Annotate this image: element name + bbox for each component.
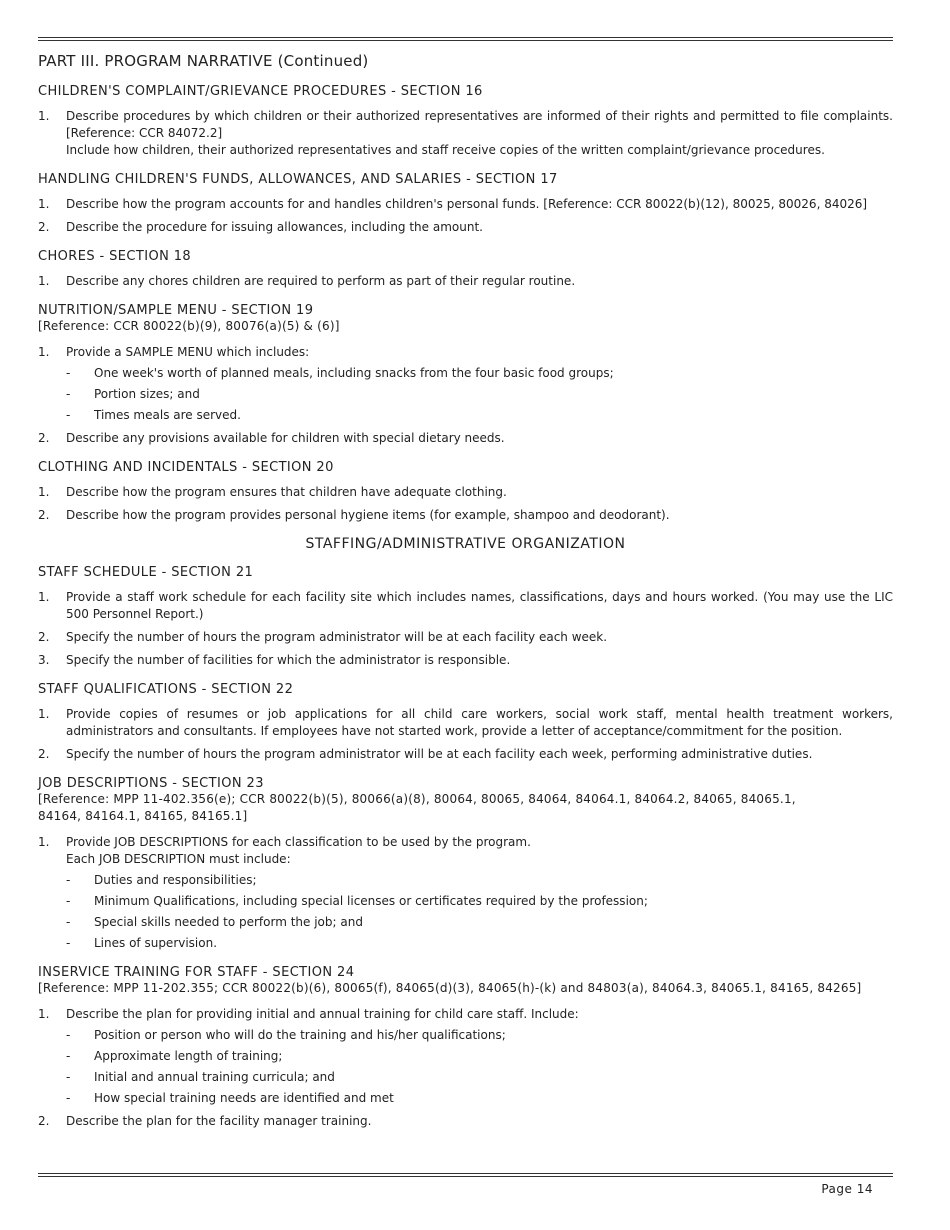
top-double-rule: [38, 37, 893, 41]
list-item: 2. Describe the plan for the facility manager training.: [38, 1114, 372, 1128]
document-page: [38, 0, 893, 1136]
section-19-reference: [Reference: CCR 80022(b)(9), 80076(a)(5) & (6)]: [38, 319, 340, 333]
staffing-heading: STAFFING/ADMINISTRATIVE ORGANIZATION: [305, 536, 626, 552]
section-20-list: [38, 484, 893, 524]
list-item: 2. Describe any provisions available for children with special dietary needs.: [38, 431, 505, 445]
sub-list: [66, 365, 893, 424]
list-item: 1. Provide a staff work schedule for each facility site which includes names, classifications, days and hours worked. (You may use the LIC 500 Personnel Report.): [38, 590, 893, 621]
page-number: Page 14: [821, 1182, 873, 1196]
page-footer: [38, 1173, 893, 1196]
sub-item: - Approximate length of training;: [66, 1049, 283, 1063]
list-item: 2. Describe how the program provides personal hygiene items (for example, shampoo and deodorant).: [38, 508, 670, 522]
list-item: 3. Specify the number of facilities for which the administrator is responsible.: [38, 653, 511, 667]
sub-item: - Lines of supervision.: [66, 936, 218, 950]
sub-item: - One week's worth of planned meals, including snacks from the four basic food groups;: [66, 366, 614, 380]
sub-item: - How special training needs are identified and met: [66, 1091, 394, 1105]
list-item: 1. Describe the plan for providing initial and annual training for child care staff. Include: - Position or person who will do the training and his/her qualifications; - Approximate length of training; - Initial and annual training curricula; and - How special training needs are identified and met: [38, 1006, 893, 1107]
section-16-list: [38, 108, 893, 159]
section-16-title: CHILDREN'S COMPLAINT/GRIEVANCE PROCEDURES - SECTION 16: [38, 84, 483, 99]
section-23-list: [38, 834, 893, 952]
sub-list: [66, 1027, 893, 1107]
list-item: 1. Provide copies of resumes or job applications for all child care workers, social work staff, mental health treatment workers, administrators and consultants. If employees have not started work, provide a letter of acceptance/commitment for the position.: [38, 707, 893, 738]
part-title: PART III. PROGRAM NARRATIVE (Continued): [38, 52, 369, 70]
section-19-list: [38, 344, 893, 447]
sub-item: - Duties and responsibilities;: [66, 873, 257, 887]
section-19-title: NUTRITION/SAMPLE MENU - SECTION 19: [38, 303, 314, 318]
section-20-title: CLOTHING AND INCIDENTALS - SECTION 20: [38, 460, 334, 475]
bottom-double-rule: [38, 1173, 893, 1177]
section-24-list: [38, 1006, 893, 1130]
section-22-list: [38, 706, 893, 763]
list-item: 2. Specify the number of hours the program administrator will be at each facility each week.: [38, 630, 608, 644]
sub-list: [66, 872, 893, 952]
sub-item: - Minimum Qualifications, including special licenses or certificates required by the profession;: [66, 894, 648, 908]
section-21-title: STAFF SCHEDULE - SECTION 21: [38, 565, 254, 580]
sub-item: - Times meals are served.: [66, 408, 241, 422]
section-23-reference: [Reference: MPP 11-402.356(e); CCR 80022(b)(5), 80066(a)(8), 80064, 80065, 84064, 84064.1, 84064.2, 84065, 84065.1, 84164, 84164.1, 84165, 84165.1]: [38, 792, 796, 823]
list-item: 2. Specify the number of hours the program administrator will be at each facility each week, performing administrative duties.: [38, 747, 813, 761]
list-item: 1. Describe procedures by which children or their authorized representatives are informed of their rights and permitted to file complaints. [Reference: CCR 84072.2] Include how children, their authorized representatives and staff receive copies of the written complaint/grievance procedures.: [38, 109, 893, 157]
section-21-list: [38, 589, 893, 669]
list-item: 2. Describe the procedure for issuing allowances, including the amount.: [38, 220, 483, 234]
section-18-title: CHORES - SECTION 18: [38, 249, 192, 264]
section-24-reference: [Reference: MPP 11-202.355; CCR 80022(b)(6), 80065(f), 84065(d)(3), 84065(h)-(k) and 84803(a), 84064.3, 84065.1, 84165, 84265]: [38, 981, 862, 995]
sub-item: - Special skills needed to perform the job; and: [66, 915, 363, 929]
list-item: 1. Describe how the program accounts for and handles children's personal funds. [Reference: CCR 80022(b)(12), 80025, 80026, 84026]: [38, 197, 868, 211]
list-item: 1. Describe how the program ensures that children have adequate clothing.: [38, 485, 507, 499]
list-item: 1. Provide JOB DESCRIPTIONS for each classification to be used by the program. Each JOB DESCRIPTION must include: - Duties and responsibilities; - Minimum Qualifications, including special licenses or certificates required by the profession; - Special skills needed to perform the job; and - Lines of supervision.: [38, 834, 893, 952]
list-item: 1. Describe any chores children are required to perform as part of their regular routine.: [38, 274, 576, 288]
section-17-list: [38, 196, 893, 236]
section-17-title: HANDLING CHILDREN'S FUNDS, ALLOWANCES, AND SALARIES - SECTION 17: [38, 172, 558, 187]
section-22-title: STAFF QUALIFICATIONS - SECTION 22: [38, 682, 294, 697]
section-23-title: JOB DESCRIPTIONS - SECTION 23: [38, 776, 264, 791]
sub-item: - Position or person who will do the training and his/her qualifications;: [66, 1028, 506, 1042]
section-18-list: [38, 273, 893, 290]
list-item: 1. Provide a SAMPLE MENU which includes: - One week's worth of planned meals, including snacks from the four basic food groups; - Portion sizes; and - Times meals are served.: [38, 344, 893, 424]
section-24-title: INSERVICE TRAINING FOR STAFF - SECTION 24: [38, 965, 355, 980]
sub-item: - Portion sizes; and: [66, 387, 200, 401]
sub-item: - Initial and annual training curricula; and: [66, 1070, 335, 1084]
